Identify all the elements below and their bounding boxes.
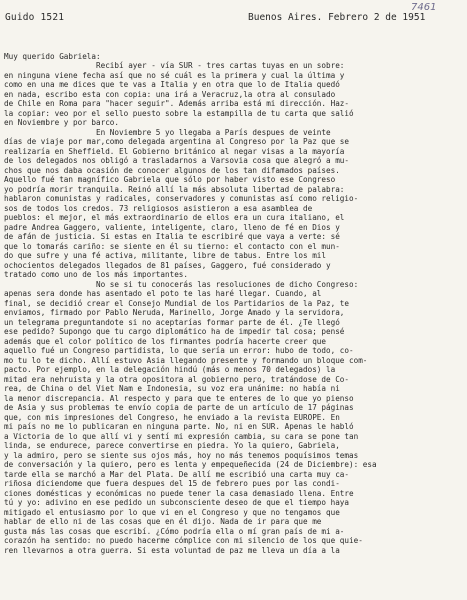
- sender-address: Guido 1521: [5, 12, 65, 23]
- letter-line: ciones domésticas y económicas no puede tener la casa demasiado llena. Entre: [4, 488, 354, 498]
- letter-line: tratado como uno de los más importantes.: [4, 270, 189, 279]
- letter-line: a Victoria de lo que allí vi y sentí mi expresión cambia, su cara se pone tan: [4, 431, 359, 441]
- letter-line: aquello fué un Congreso partidista, lo que sería un error: hubo de todo, co-: [4, 346, 354, 355]
- letter-line: pacto. Por ejemplo, en la delegación hindú (más o menos 70 delegados) la: [4, 365, 336, 374]
- letter-line: ren llevarnos a otra guerra. Si esta voluntad de paz me lleva un día a la: [4, 545, 340, 555]
- letter-line: En Noviembre 5 yo llegaba a París despues de veinte: [4, 127, 331, 137]
- letter-line: tarde ella se marchó a Mar del Plata. De allí me escribió una carta muy ca-: [4, 469, 350, 479]
- letter-line: en nada, escribo esta con copia: una irá a Veracruz,la otra al consulado: [4, 89, 336, 99]
- letter-line: linda, se endurece, parece convertirse en piedra. Yo la quiero, Gabriela,: [4, 441, 340, 450]
- letter-line: padre Andrea Gaggero, valiente, inteligente, claro, lleno de fé en Dios y: [4, 222, 340, 232]
- letter-line: chos que nos daba ocasión de conocer algunos de los tan difamados países.: [4, 165, 340, 175]
- letter-line: ochocientos delegados llegados de 81 países, Gaggero, fué considerado y: [4, 260, 331, 270]
- letter-line: de Chile en Roma para "hacer seguir". Además arriba está mi dirección. Haz-: [4, 99, 350, 108]
- letter-line: riñosa diciendome que fuera despues del 15 de febrero pues por las condi-: [4, 479, 340, 488]
- letter-line: hablar de ello ni de las cosas que en él dijo. Nada de ir para que me: [4, 517, 322, 526]
- letter-line: apenas sera donde has asentado el poto te las haré llegar. Cuando, al: [4, 289, 322, 298]
- letter-line: mitad era nehruista y la otra opositora al gobierno pero, tratándose de Co-: [4, 374, 350, 384]
- letter-line: mi país no me lo publicaran en ninguna parte. No, ni en SUR. Apenas le habló: [4, 422, 354, 431]
- letter-line: final, se decidió crear el Consejo Mundial de los Partidarios de la Paz, te: [4, 298, 350, 308]
- letter-line: hablaron comunistas y radicales, conservadores y comunistas así como religio-: [4, 194, 359, 203]
- letter-line: en Noviembre y por barco.: [4, 118, 120, 127]
- letter-line: do que sufre y una fé activa, militante, libre de tabus. Entre los mil: [4, 251, 327, 260]
- letter-line: Recibí ayer - vía SUR - tres cartas tuyas en un sobre:: [4, 61, 345, 70]
- letter-line: [4, 42, 464, 52]
- letter-line: además que el color político de los firmantes podría hacerte creer que: [4, 336, 327, 346]
- letter-line: realizaría en Sheffield. El Gobierno británico al negar visas a la mayoría: [4, 146, 345, 156]
- letter-line: Muy querido Gabriela:: [4, 51, 101, 61]
- letter-line: rea, de China o del Viet Nam e Indonesia, su voz era unánime: no había ni: [4, 384, 340, 393]
- letter-line: pueblos: el mejor, el más extraordinario de ellos era un cura italiano, el: [4, 213, 345, 222]
- letter-line: enviamos, firmado por Pablo Neruda, Marinello, Jorge Amado y la servidora,: [4, 308, 345, 317]
- letter-line: y la admiro, pero se siente sus ojos más, hoy no más tenemos poquísimos temas: [4, 450, 359, 460]
- letter-line: No se si tu conocerás las resoluciones de dicho Congreso:: [4, 279, 359, 289]
- letter-line: Aquello fué tan magnífico Gabriela que sólo por haber visto ese Congreso: [4, 175, 336, 184]
- letter-line: de conversación y la quiero, pero es lenta y empequeñecida (24 de Diciembre): esa: [4, 460, 377, 469]
- letter-line: la menor discrepancia. Al respecto y para que te enteres de lo que yo pienso: [4, 393, 354, 403]
- letter-line: de Asia y sus problemas te envío copia de parte de un artículo de 17 páginas: [4, 403, 354, 412]
- letter-line: sos de todos los credos. 73 religiosos asistieron a esa asamblea de: [4, 203, 313, 213]
- letter-line: que, con mis impresiones del Congreso, he enviado a la revista EUROPE. En: [4, 412, 340, 422]
- letter-line: mo tu lo te dicho. Allí estuvo Asia llegando presente y formando un bloque com-: [4, 355, 368, 365]
- letter-line: corazón ha sentido: no puedo hacerme cómplice con mi silencio de los que quie-: [4, 536, 363, 545]
- letter-line: un telegrama preguntandote si no aceptarías formar parte de él. ¿Te llegó: [4, 317, 340, 327]
- letter-body: [4, 42, 464, 555]
- letter-line: que lo tomarás cariño: se siente en él su tierno: el contacto con el mun-: [4, 241, 340, 251]
- place-and-date: Buenos Aires. Febrero 2 de 1951: [248, 12, 426, 23]
- letter-line: días de viaje por mar,como delegada argentina al Congreso por la Paz que se: [4, 137, 350, 146]
- letter-line: como en una me dices que te vas a Italia y en otra que lo de Italia quedó: [4, 80, 340, 89]
- letter-line: gusta más las cosas que escribí. ¿Cómo podría ella o mí gran país de mi a-: [4, 526, 345, 536]
- archive-number-annotation: 7461: [411, 2, 437, 13]
- letter-line: de afán de justicia. Si estas en Italia te escribiré que vaya a verte: sé: [4, 232, 340, 241]
- letter-line: de los delegados nos obligó a trasladarnos a Varsovia cosa que alegró a mu-: [4, 156, 350, 165]
- letter-line: tú y yo: adivino en ese pedido un subconsciente deseo de que el tiempo haya: [4, 498, 350, 507]
- letter-line: en ninguna viene fecha así que no sé cuál es la primera y cual la última y: [4, 70, 345, 80]
- letter-line: la copiar: veo por el sello puesto sobre la estampilla de tu carta que salió: [4, 108, 354, 118]
- letter-line: ese pedido? Supongo que tu cargo diplomático ha de impedir tal cosa; pensé: [4, 327, 345, 336]
- letter-line: yo podría morir tranquila. Reinó allí la más absoluta libertad de palabra:: [4, 184, 345, 194]
- letter-line: mitigado el entusiasmo por lo que vi en el Congreso y que no tengamos que: [4, 507, 340, 517]
